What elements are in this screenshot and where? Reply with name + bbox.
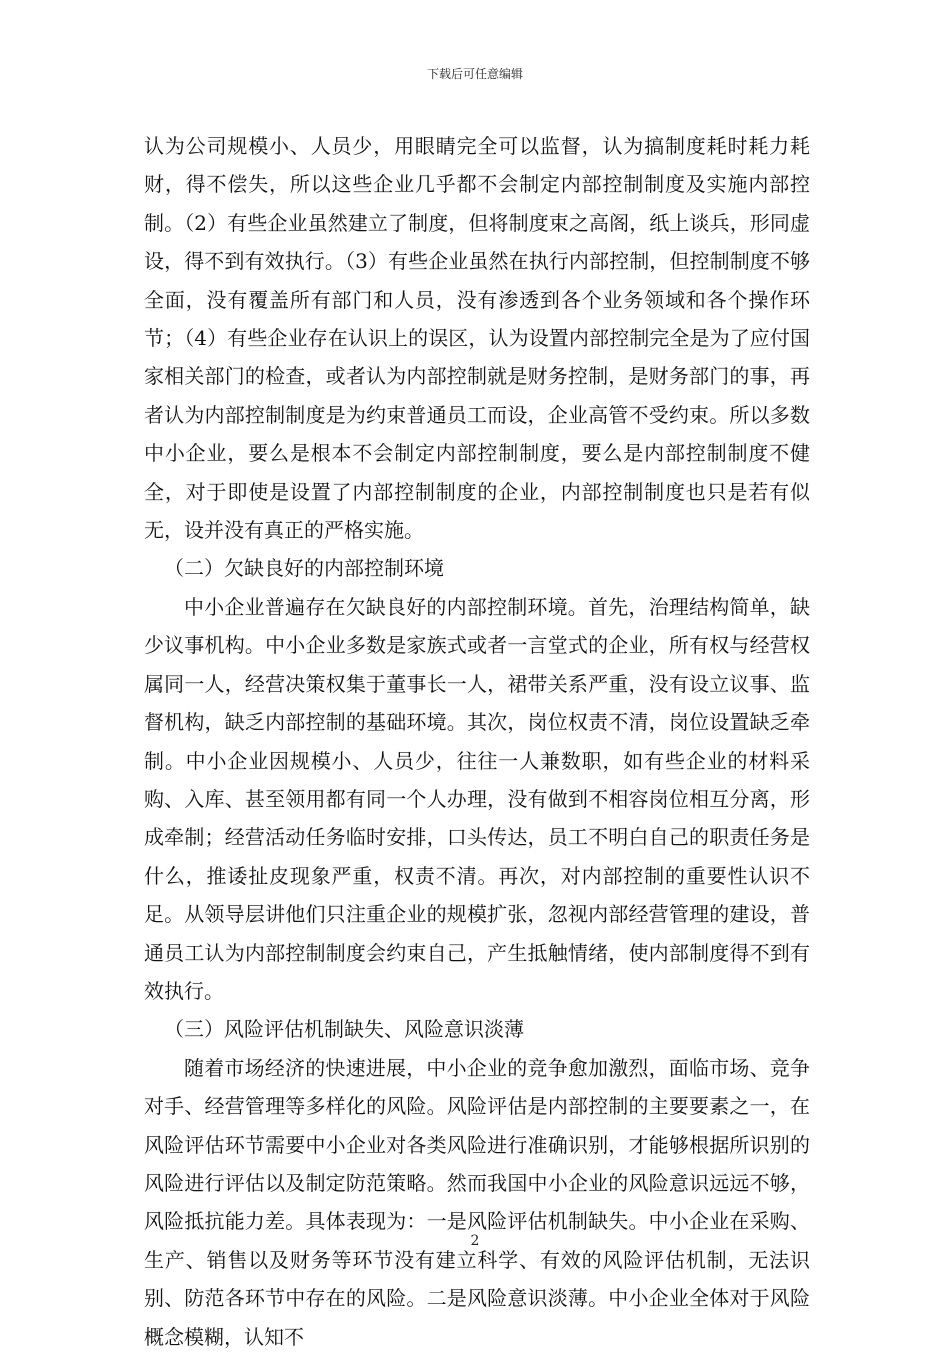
page-header: 下载后可任意编辑 xyxy=(426,67,523,81)
document-body xyxy=(144,127,810,1356)
section-heading-3: （三）风险评估机制缺失、风险意识淡薄 xyxy=(164,1017,524,1042)
paragraph-risk-assessment: 随着市场经济的快速进展，中小企业的竞争愈加激烈，面临市场、竞争对手、经营管理等多样化的风险。风险评估是内部控制的主要要素之一，在风险评估环节需要中小企业对各类风险进行准确识别，才能够根据所识别的风险进行评估以及制定防范策略。然而我国中小企业的风险意识远远不够，风险抵抗能力差。具体表现为：一是风险评估机制缺失。中小企业在采购、生产、销售以及财务等环节没有建立科学、有效的风险评估机制，无法识别、防范各环节中存在的风险。二是风险意识淡薄。中小企业全体对于风险概念模糊，认知不 xyxy=(144,1055,810,1349)
paragraph-continuation: 认为公司规模小、人员少，用眼睛完全可以监督，认为搞制度耗时耗力耗财，得不偿失，所以这些企业几乎都不会制定内部控制制度及实施内部控制。（2）有些企业虽然建立了制度，但将制度束之高阁，纸上谈兵，形同虚设，得不到有效执行。（3）有些企业虽然在执行内部控制，但控制制度不够全面，没有覆盖所有部门和人员，没有渗透到各个业务领域和各个操作环节；（4）有些企业存在认识上的误区，认为设置内部控制完全是为了应付国家相关部门的检查，或者认为内部控制就是财务控制，是财务部门的事，再者认为内部控制制度是为约束普通员工而设，企业高管不受约束。所以多数中小企业，要么是根本不会制定内部控制制度，要么是内部控制制度不健全，对于即使是设置了内部控制制度的企业，内部控制制度也只是若有似无，设并没有真正的严格实施。 xyxy=(144,134,810,543)
page-number: 2 xyxy=(470,1233,480,1249)
section-heading-2: （二）欠缺良好的内部控制环境 xyxy=(164,556,444,581)
paragraph-control-environment: 中小企业普遍存在欠缺良好的内部控制环境。首先，治理结构简单，缺少议事机构。中小企业多数是家族式或者一言堂式的企业，所有权与经营权属同一人，经营决策权集于董事长一人，裙带关系严重，没有设立议事、监督机构，缺乏内部控制的基础环境。其次，岗位权责不清，岗位设置缺乏牵制。中小企业因规模小、人员少，往往一人兼数职，如有些企业的材料采购、入库、甚至领用都有同一个人办理，没有做到不相容岗位相互分离，形成牵制；经营活动任务临时安排，口头传达，员工不明白自己的职责任务是什么，推诿扯皮现象严重，权责不清。再次，对内部控制的重要性认识不足。从领导层讲他们只注重企业的规模扩张，忽视内部经营管理的建设，普通员工认为内部控制制度会约束自己，产生抵触情绪，使内部制度得不到有效执行。 xyxy=(144,594,810,1003)
